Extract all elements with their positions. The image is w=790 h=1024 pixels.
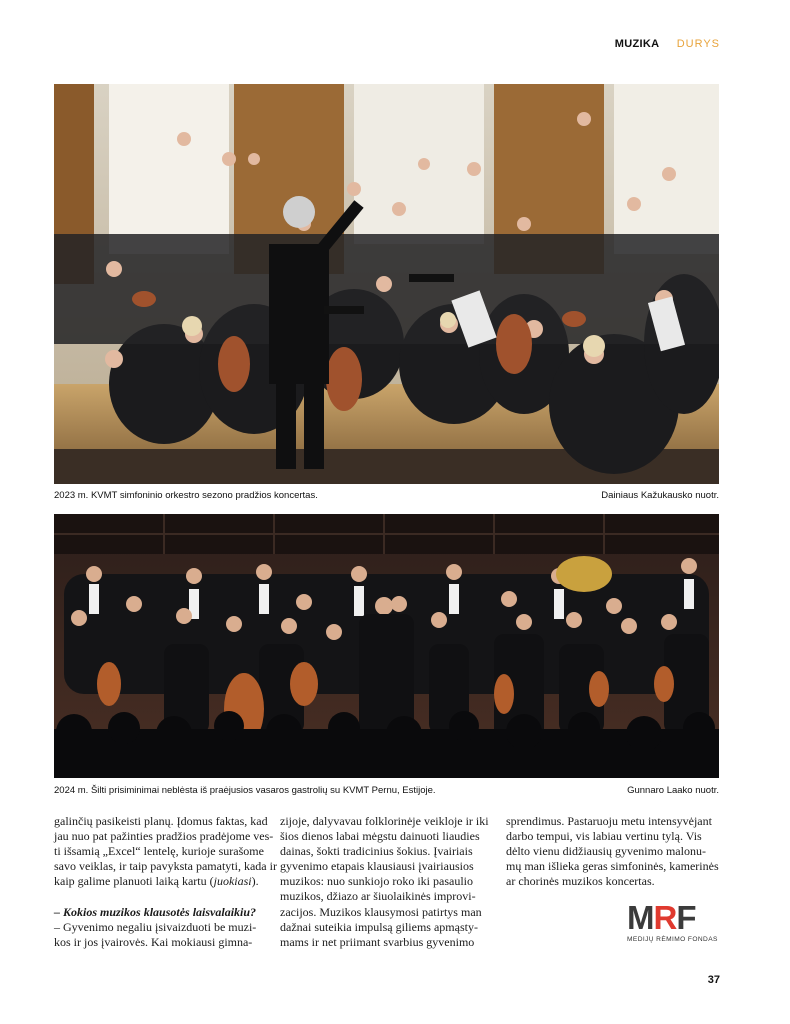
mrf-logo-mark <box>627 899 719 936</box>
orchestra-photo-2-image <box>54 514 719 778</box>
col2-line: šios dienos labai mėgstu dainuoti liaudies <box>280 829 480 844</box>
col3-line: mų man išlieka geras simfoninės, kamerinės <box>506 859 719 874</box>
photo-2-caption-text: 2024 m. Šilti prisiminimai neblėsta iš praėjusios vasaros gastrolių su KVMT Pernu, Estijoje. <box>54 785 436 796</box>
photo-1-credit: Dainiaus Kažukausko nuotr. <box>601 490 719 501</box>
col1-line: savo veiklas, ir taip pavyksta pamatyti, kada ir <box>54 859 277 874</box>
orchestra-photo-1 <box>54 84 719 484</box>
photo-2-caption <box>54 785 719 796</box>
page-header <box>615 38 720 50</box>
col3-line: dėlto vienu didžiausių gyvenimo malonu- <box>506 844 706 859</box>
brand-label: DURYS <box>676 38 720 50</box>
orchestra-photo-2 <box>54 514 719 778</box>
mrf-logo-subtitle: MEDIJŲ RĖMIMO FONDAS <box>627 936 718 943</box>
col3-line: ar chorinės muzikos koncertas. <box>506 874 655 889</box>
photo-1-caption-text: 2023 m. KVMT simfoninio orkestro sezono pradžios koncertas. <box>54 490 318 501</box>
text-column-1 <box>54 814 277 950</box>
col2-line: muzikos, džiazo ar šiuolaikinės improvi- <box>280 889 476 904</box>
photo-2-credit: Gunnaro Laako nuotr. <box>627 785 719 796</box>
logo-letter-f: F <box>676 899 696 936</box>
col2-line: zijoje, dalyvavau folklorinėje veikloje ir iki <box>280 814 489 828</box>
col1-line: kaip galime planuoti laiką kartu (juokiasi). <box>54 874 259 889</box>
col3-line: sprendimus. Pastaruoju metu intensyvėjant <box>506 814 712 828</box>
col2-line: muzikos: nuo sunkiojo roko iki pasaulio <box>280 874 473 889</box>
col1-line: jau nuo pat pažinties pradžios pradėjome ves- <box>54 829 274 844</box>
logo-letter-m: M <box>627 899 654 936</box>
text-column-2 <box>280 814 489 950</box>
text-column-3 <box>506 814 719 889</box>
col1-line: – Gyvenimo negaliu įsivaizduoti be muzi- <box>54 919 257 934</box>
interview-question: – Kokios muzikos klausotės laisvalaikiu? <box>54 904 257 919</box>
mrf-logo <box>627 899 719 943</box>
section-label: MUZIKA <box>614 38 660 50</box>
col1-line: kos ir jos įvairovės. Kai mokiausi gimna- <box>54 934 253 949</box>
page-number: 37 <box>707 974 720 986</box>
logo-letter-r: R <box>653 899 677 936</box>
col3-line: darbo tempui, vis labiau vertinu tylą. Vis <box>506 829 702 844</box>
col1-line: galinčių pasikeisti planų. Įdomus faktas, kad <box>54 814 268 828</box>
col2-line: dainas, šokti tradicinius šokius. Įvairiais <box>280 844 473 859</box>
col2-line: zacijos. Muzikos klausymosi patirtys man <box>280 904 482 919</box>
col1-spacer <box>54 889 259 904</box>
col2-line: mams ir net priimant svarbius gyvenimo <box>280 934 475 949</box>
col1-line: ti išsamią „Excel“ lentelę, kurioje surašome <box>54 844 264 859</box>
col2-line: dažnai suteikia impulsą giliems apmąsty- <box>280 919 478 934</box>
col2-line: gyvenimo etapais klausiausi įvairiausios <box>280 859 474 874</box>
photo-1-caption <box>54 490 719 501</box>
orchestra-photo-1-image <box>54 84 719 484</box>
